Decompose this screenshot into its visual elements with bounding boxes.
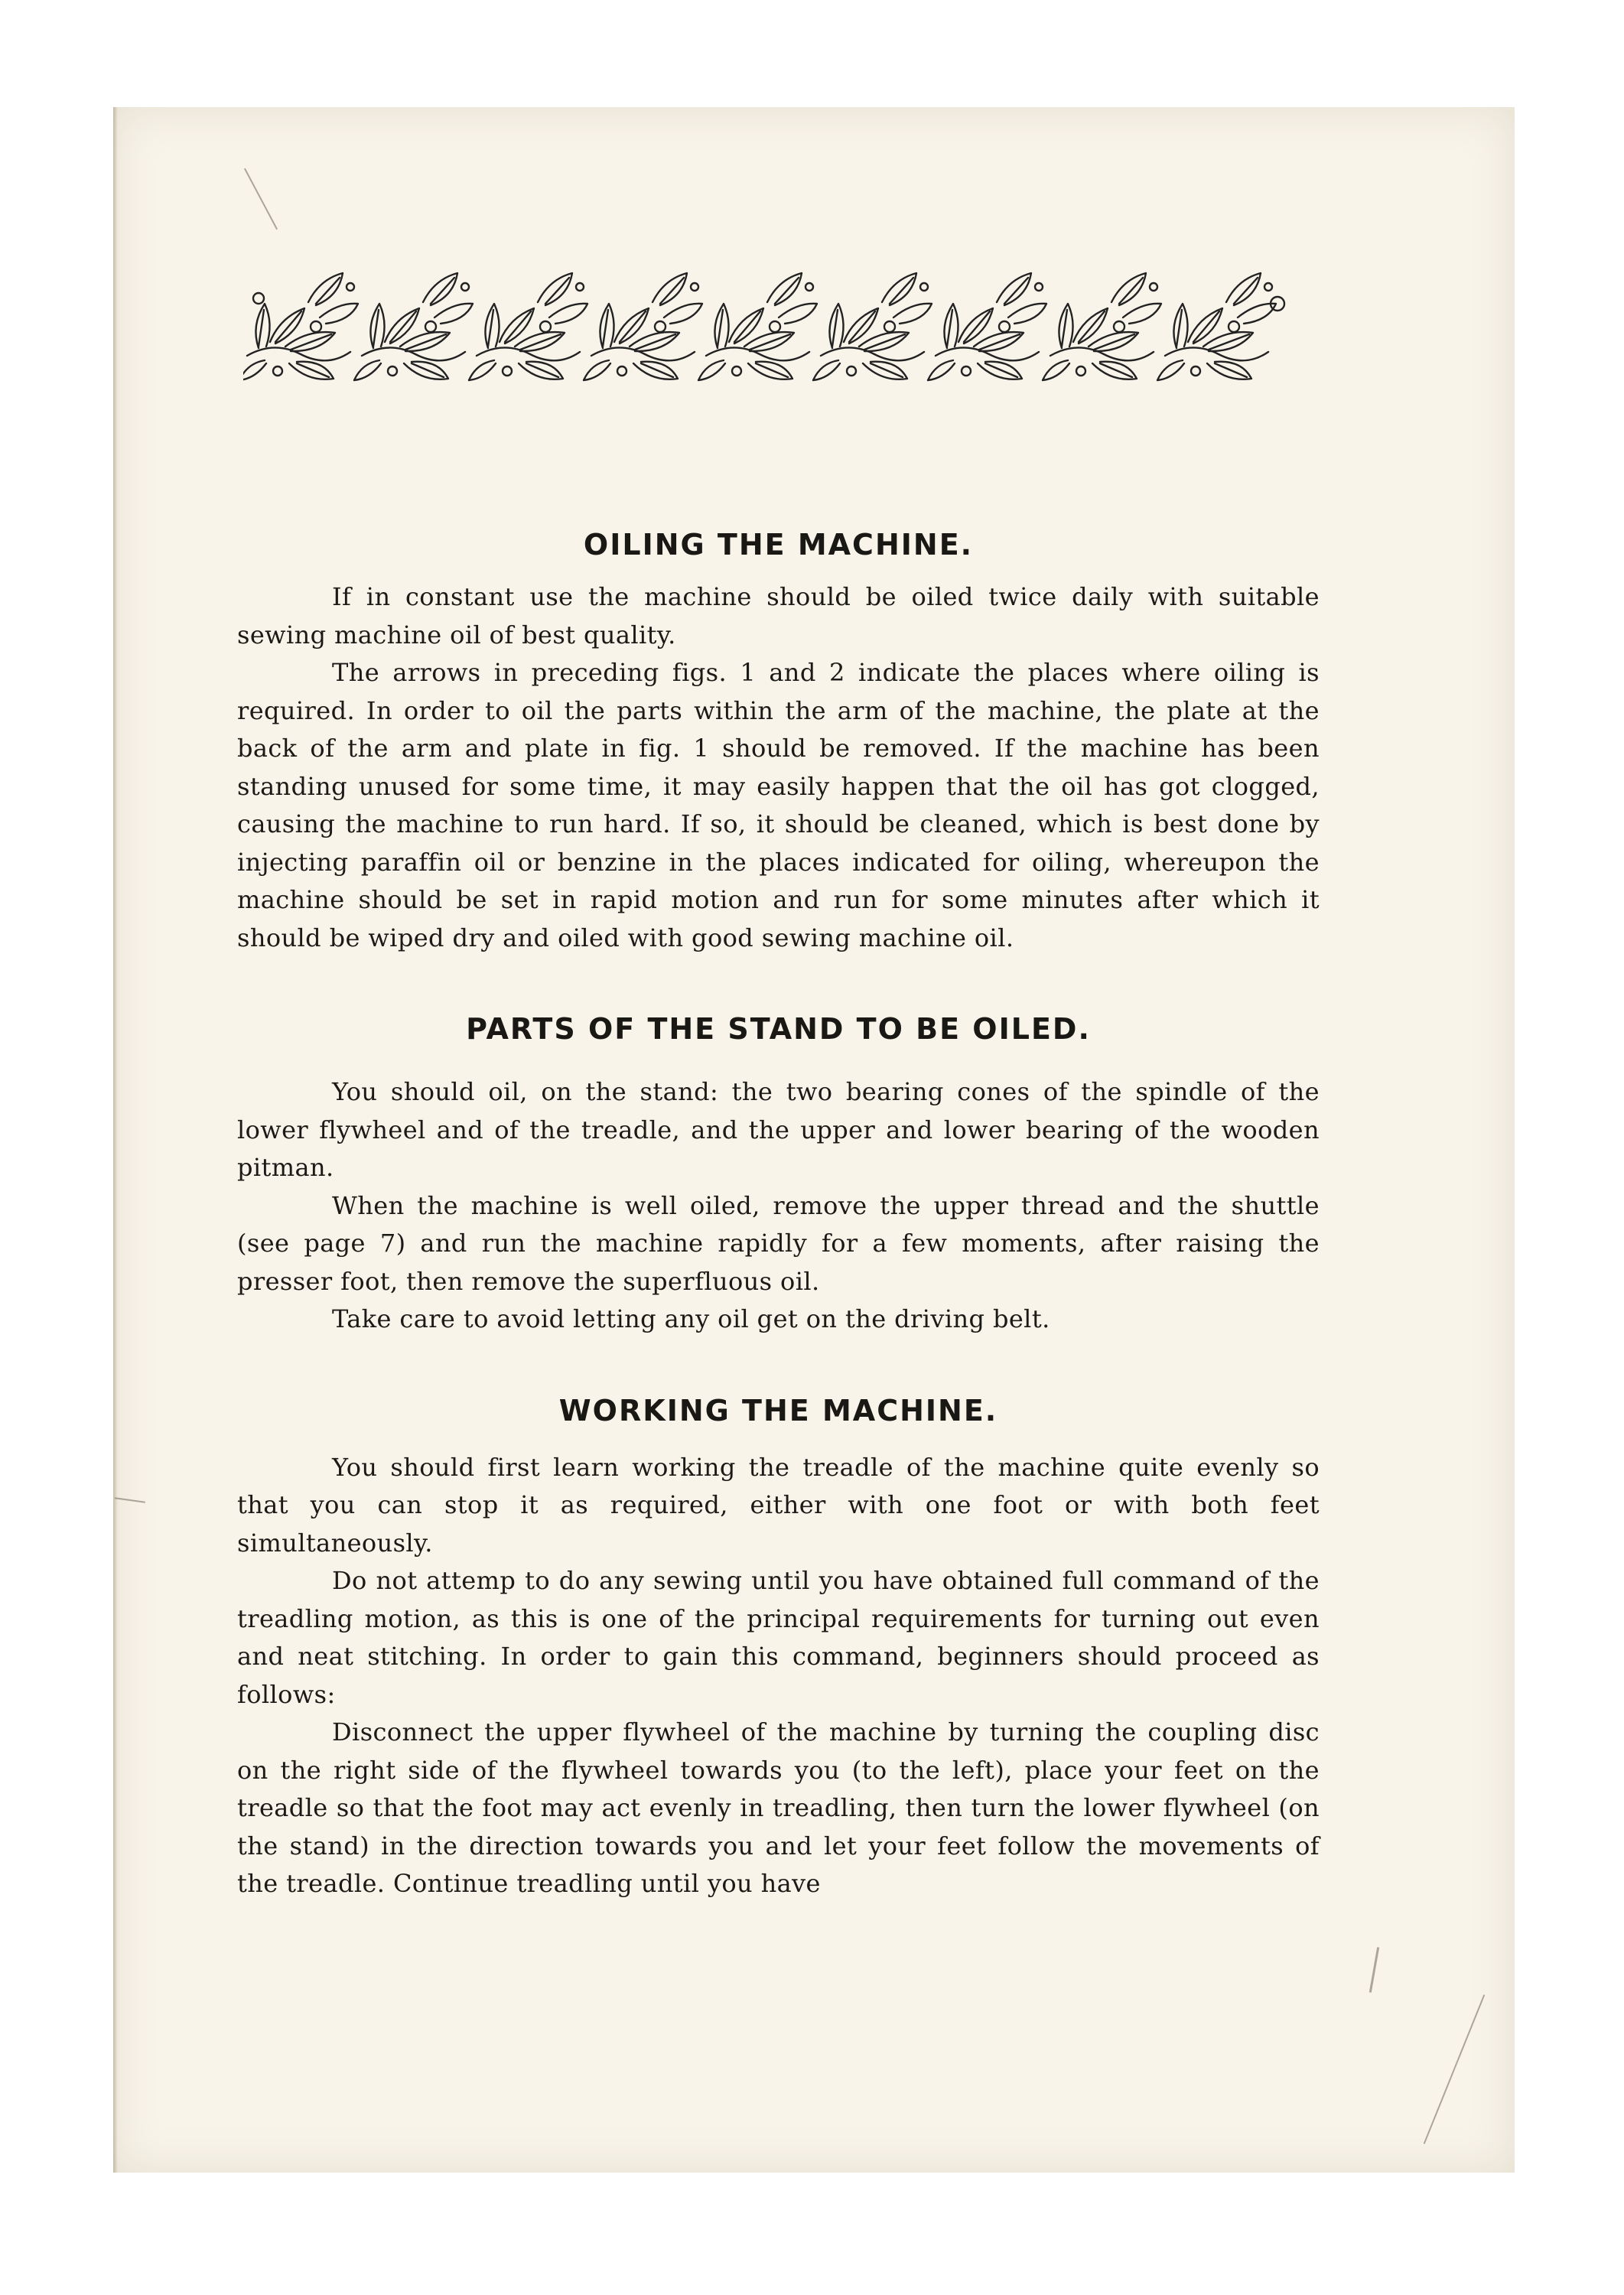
paragraph: Disconnect the upper flywheel of the machine by turning the coupling disc on the right side of the flywheel towards you (to the left), place your feet on the treadle so that the foot may act evenly in treadling, then turn the lower flywheel (on the stand) in the direction towards you and let your feet follow the movements of the treadle. Continue treadling until you have [237, 1717, 1320, 1898]
heading-parts-of-the-stand: PARTS OF THE STAND TO BE OILED. [466, 1012, 1091, 1046]
paragraph: Take care to avoid letting any oil get on the driving belt. [332, 1304, 1050, 1333]
paragraph: You should oil, on the stand: the two bearing cones of the spindle of the lower flywheel and of the treadle, and the upper and lower bearing of the wooden pitman. [237, 1077, 1320, 1182]
paragraph: Do not attemp to do any sewing until you have obtained full command of the treadling motion, as this is one of the principal requirements for turning out even and neat stitching. In order to gain this command, beginners should proceed as follows: [237, 1566, 1320, 1709]
paragraph: You should first learn working the treadle of the machine quite evenly so that you can stop it as required, either with one foot or with both feet simultaneously. [237, 1452, 1320, 1558]
paragraph: The arrows in preceding figs. 1 and 2 indicate the places where oiling is required. In order to oil the parts within the arm of the machine, the plate at the back of the arm and plate in fig. 1 should be removed. If the machine has been standing unused for some time, it may easily happen that the oil has got clogged, causing the machine to run hard. If so, it should be cleaned, which is best done by injecting paraffin oil or benzine in the places indicated for oiling, whereupon the machine should be set in rapid motion and run for some minutes after which it should be wiped dry and oiled with good sewing machine oil. [237, 658, 1320, 952]
paper-edge [113, 107, 118, 2173]
paragraph: When the machine is well oiled, remove the upper thread and the shuttle (see page 7) and run the machine rapidly for a few moments, after raising the presser foot, then remove the superfluous oil. [237, 1190, 1320, 1296]
floral-header-ornament [243, 256, 1287, 388]
page-content [237, 528, 1320, 1903]
heading-oiling-the-machine: OILING THE MACHINE. [583, 528, 974, 562]
heading-working-the-machine: WORKING THE MACHINE. [558, 1393, 998, 1427]
paragraph: If in constant use the machine should be oiled twice daily with suitable sewing machine oil of best quality. [237, 582, 1320, 649]
